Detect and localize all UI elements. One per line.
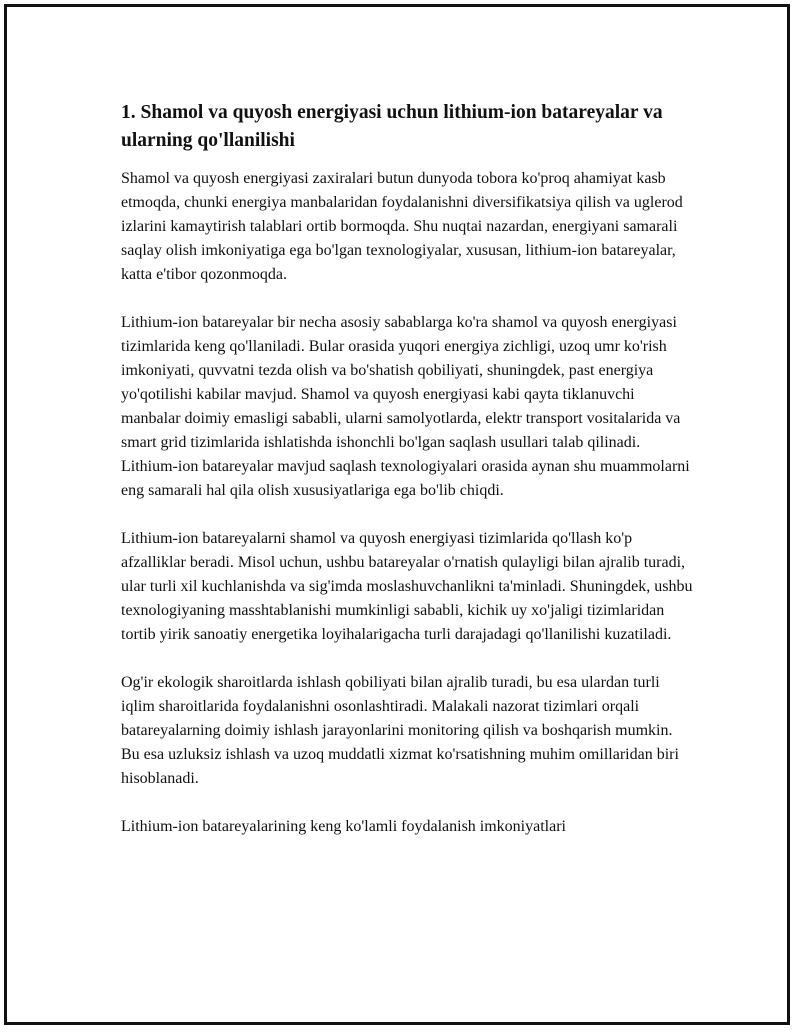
paragraph-1: Shamol va quyosh energiyasi zaxiralari butun dunyoda tobora ko'proq ahamiyat kasb etmoqda, chunki energiya manbalaridan foydalanishni diversifikatsiya qilish va uglerod izlarini kamaytirish talablari ortib bormoqda. Shu nuqtai nazardan, energiyani samarali saqlay olish imkoniyatiga ega bo'lgan texnologiyalar, xususan, lithium-ion batareyalar, katta e'tibor qozonmoqda. xyxy=(121,170,683,283)
section-heading: 1. Shamol va quyosh energiyasi uchun lithium-ion batareyalar va ularning qo'llanilishi xyxy=(121,102,663,151)
paragraph-3: Lithium-ion batareyalarni shamol va quyosh energiyasi tizimlarida qo'llash ko'p afzalliklar beradi. Misol uchun, ushbu batareyalar o'rnatish qulayligi bilan ajralib turadi, ular turli xil kuchlanishda va sig'imda moslashuvchanlikni ta'minladi. Shuningdek, ushbu texnologiyaning masshtablanishi mumkinligi sababli, kichik uy xo'jaligi tizimlaridan tortib yirik sanoatiy energetika loyihalarigacha turli darajadagi qo'llanilishi kuzatiladi. xyxy=(121,530,693,643)
document-body xyxy=(121,99,693,839)
paragraph-4: Og'ir ekologik sharoitlarda ishlash qobiliyati bilan ajralib turadi, bu esa ulardan turli iqlim sharoitlarida foydalanishni osonlashtiradi. Malakali nazorat tizimlari orqali batareyalarning doimiy ishlash jarayonlarini monitoring qilish va boshqarish mumkin. Bu esa uzluksiz ishlash va uzoq muddatli xizmat ko'rsatishning muhim omillaridan biri hisoblanadi. xyxy=(121,674,679,787)
paragraph-5: Lithium-ion batareyalarining keng ko'lamli foydalanish imkoniyatlari xyxy=(121,818,566,835)
paragraph-2: Lithium-ion batareyalar bir necha asosiy sabablarga ko'ra shamol va quyosh energiyasi tizimlarida keng qo'llaniladi. Bular orasida yuqori energiya zichligi, uzoq umr ko'rish imkoniyati, quvvatni tezda olish va bo'shatish qobiliyati, shuningdek, past energiya yo'qotilishi kabilar mavjud. Shamol va quyosh energiyasi kabi qayta tiklanuvchi manbalar doimiy emasligi sababli, ularni samolyotlarda, elektr transport vositalarida va smart grid tizimlarida ishlatishda ishonchli bo'lgan saqlash usullari talab qilinadi. Lithium-ion batareyalar mavjud saqlash texnologiyalari orasida aynan shu muammolarni eng samarali hal qila olish xususiyatlariga ega bo'lib chiqdi. xyxy=(121,314,690,499)
page-frame xyxy=(4,4,790,1025)
